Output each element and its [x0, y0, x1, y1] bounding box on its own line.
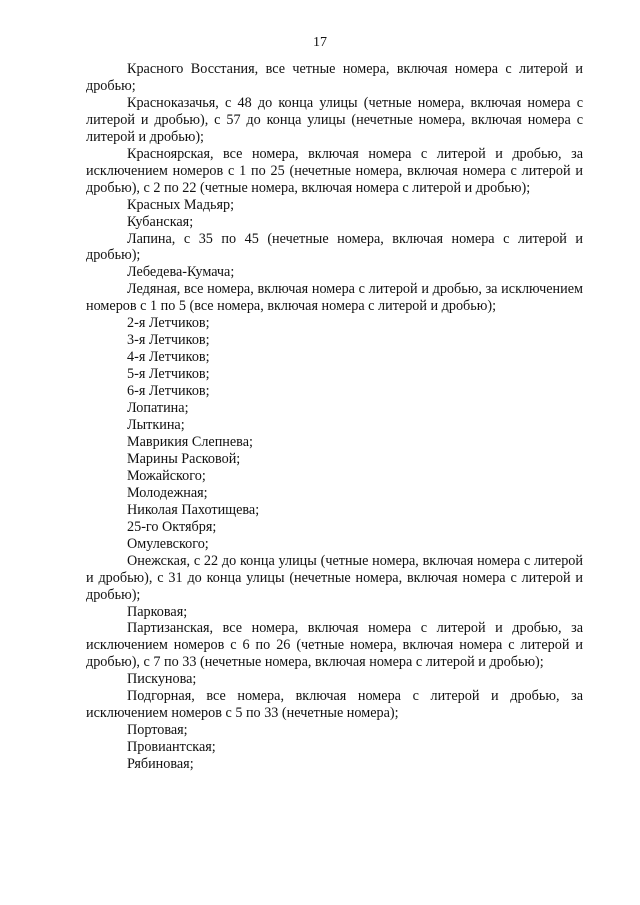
list-item: Рябиновая; — [127, 756, 194, 773]
list-item: 25-го Октября; — [127, 518, 217, 535]
list-item: Парковая; — [127, 603, 188, 620]
list-item: Провиантская; — [127, 739, 216, 756]
list-item: 5-я Летчиков; — [127, 366, 210, 383]
page-number: 17 — [313, 35, 327, 50]
list-item: Маврикия Слепнева; — [127, 433, 253, 450]
list-item: 2-я Летчиков; — [127, 315, 210, 332]
list-item: Красного Восстания, все четные номера, включая номера с литерой и дробью; — [86, 61, 583, 94]
list-item: Лапина, с 35 по 45 (нечетные номера, включая номера с литерой и дробью); — [86, 230, 583, 264]
list-item: Марины Расковой; — [127, 450, 241, 467]
list-item: 3-я Летчиков; — [127, 332, 210, 349]
list-item: Лопатина; — [127, 400, 189, 417]
list-item: Ледяная, все номера, включая номера с литерой и дробью, за исключением номеров с 1 по 5 (все номера, включая номера с литерой и дробью); — [86, 281, 583, 315]
list-item: Пискунова; — [127, 671, 197, 688]
list-item: Лебедева-Кумача; — [127, 264, 235, 281]
list-item: Омулевского; — [127, 535, 209, 552]
list-item: 4-я Летчиков; — [127, 349, 210, 366]
list-item: Красноказачья, с 48 до конца улицы (четные номера, включая номера с литерой и дробью), с 57 до конца улицы (нечетные номера, включая номера с литерой и дробью); — [86, 94, 583, 145]
list-item: Можайского; — [127, 467, 206, 484]
list-item: Лыткина; — [127, 417, 185, 434]
list-item: Красных Мадьяр; — [127, 196, 235, 213]
list-item: Подгорная, все номера, включая номера с литерой и дробью, за исключением номеров с 5 по 33 (нечетные номера); — [86, 688, 583, 722]
list-item: 6-я Летчиков; — [127, 383, 210, 400]
street-list — [86, 61, 583, 773]
list-item: Молодежная; — [127, 484, 208, 501]
list-item: Кубанская; — [127, 213, 194, 230]
list-item: Красноярская, все номера, включая номера с литерой и дробью, за исключением номеров с 1 по 25 (нечетные номера, включая номера с литерой и дробью), с 2 по 22 (четные номера, включая номера с литерой и дробью); — [86, 145, 583, 196]
list-item: Портовая; — [127, 722, 188, 739]
list-item: Николая Пахотищева; — [127, 501, 260, 518]
list-item: Партизанская, все номера, включая номера с литерой и дробью, за исключением номеров с 6 по 26 (четные номера, включая номера с литерой и дробью), с 7 по 33 (нечетные номера, включая номера с литерой и дробью); — [86, 620, 583, 671]
list-item: Онежская, с 22 до конца улицы (четные номера, включая номера с литерой и дробью), с 31 до конца улицы (нечетные номера, включая номера с литерой и дробью); — [86, 552, 583, 603]
